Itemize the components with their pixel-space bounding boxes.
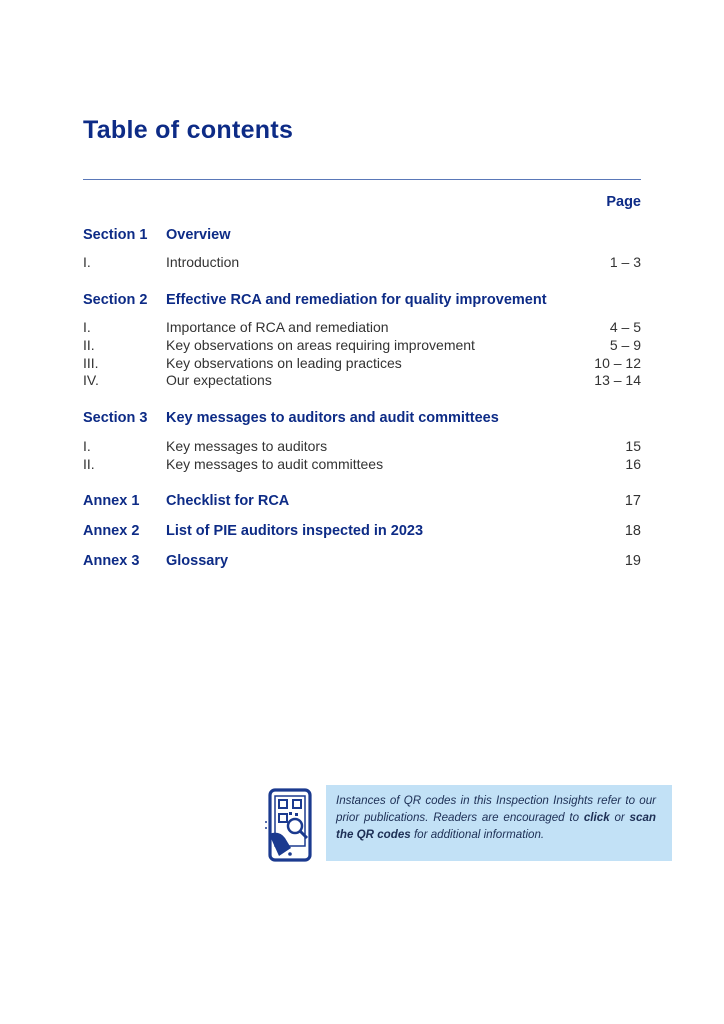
toc-entry[interactable] bbox=[83, 437, 643, 455]
section-title: Key messages to auditors and audit committees bbox=[166, 410, 499, 426]
section-label: Section 1 bbox=[83, 227, 148, 243]
entry-page: 16 bbox=[625, 456, 641, 472]
section-2-heading[interactable] bbox=[83, 290, 643, 310]
annex-title: Glossary bbox=[166, 553, 229, 569]
entry-number: III. bbox=[83, 355, 99, 371]
annex-page: 18 bbox=[624, 523, 641, 539]
section-label: Section 3 bbox=[83, 410, 148, 426]
qr-info-text bbox=[336, 792, 656, 843]
entry-title: Our expectations bbox=[166, 372, 272, 388]
annex-3-entry[interactable] bbox=[83, 551, 643, 571]
entry-page: 10 – 12 bbox=[594, 355, 641, 371]
entry-number: II. bbox=[83, 456, 95, 472]
note-text-2: or bbox=[609, 811, 630, 824]
entry-page: 5 – 9 bbox=[609, 337, 641, 353]
toc-entry[interactable] bbox=[83, 318, 643, 336]
toc-entry[interactable] bbox=[83, 253, 643, 271]
page-title: Table of contents bbox=[83, 116, 294, 144]
title-divider bbox=[83, 179, 641, 180]
entry-title: Key messages to audit committees bbox=[166, 456, 384, 472]
section-1-heading[interactable] bbox=[83, 225, 643, 245]
annex-page: 17 bbox=[624, 493, 641, 509]
entry-page: 15 bbox=[625, 438, 641, 454]
entry-title: Importance of RCA and remediation bbox=[166, 319, 389, 335]
entry-number: I. bbox=[83, 438, 91, 454]
entry-title: Introduction bbox=[166, 254, 240, 270]
entry-number: II. bbox=[83, 337, 95, 353]
section-label: Section 2 bbox=[83, 292, 148, 308]
entry-title: Key observations on leading practices bbox=[166, 355, 402, 371]
click-keyword: click bbox=[583, 811, 610, 824]
note-text-1: Instances of QR codes in this Inspection Insights refer to our prior publications. Readers are encouraged to bbox=[336, 794, 656, 824]
annex-label: Annex 2 bbox=[83, 523, 140, 539]
entry-number: I. bbox=[83, 319, 91, 335]
toc-entry[interactable] bbox=[83, 336, 643, 354]
entry-number: IV. bbox=[83, 372, 99, 388]
annex-page: 19 bbox=[624, 553, 641, 569]
qr-code-phone-icon bbox=[265, 788, 315, 862]
annex-label: Annex 3 bbox=[83, 553, 140, 569]
toc-entry[interactable] bbox=[83, 371, 643, 389]
section-title: Overview bbox=[166, 227, 231, 243]
annex-title: List of PIE auditors inspected in 2023 bbox=[166, 523, 424, 539]
entry-number: I. bbox=[83, 254, 91, 270]
entry-page: 4 – 5 bbox=[609, 319, 641, 335]
section-title: Effective RCA and remediation for quality improvement bbox=[166, 292, 547, 308]
entry-title: Key observations on areas requiring improvement bbox=[166, 337, 475, 353]
annex-title: Checklist for RCA bbox=[166, 493, 290, 509]
entry-page: 1 – 3 bbox=[609, 254, 641, 270]
annex-1-entry[interactable] bbox=[83, 491, 643, 511]
scan-keyword: scan the QR codes bbox=[336, 811, 656, 841]
qr-info-callout bbox=[326, 785, 672, 861]
toc-entry[interactable] bbox=[83, 354, 643, 372]
entry-page: 13 – 14 bbox=[594, 372, 641, 388]
annex-2-entry[interactable] bbox=[83, 521, 643, 541]
section-3-heading[interactable] bbox=[83, 408, 643, 428]
page-column-header: Page bbox=[606, 194, 641, 210]
entry-title: Key messages to auditors bbox=[166, 438, 328, 454]
note-text-3: for additional information. bbox=[410, 828, 545, 841]
toc-entry[interactable] bbox=[83, 455, 643, 473]
annex-label: Annex 1 bbox=[83, 493, 140, 509]
